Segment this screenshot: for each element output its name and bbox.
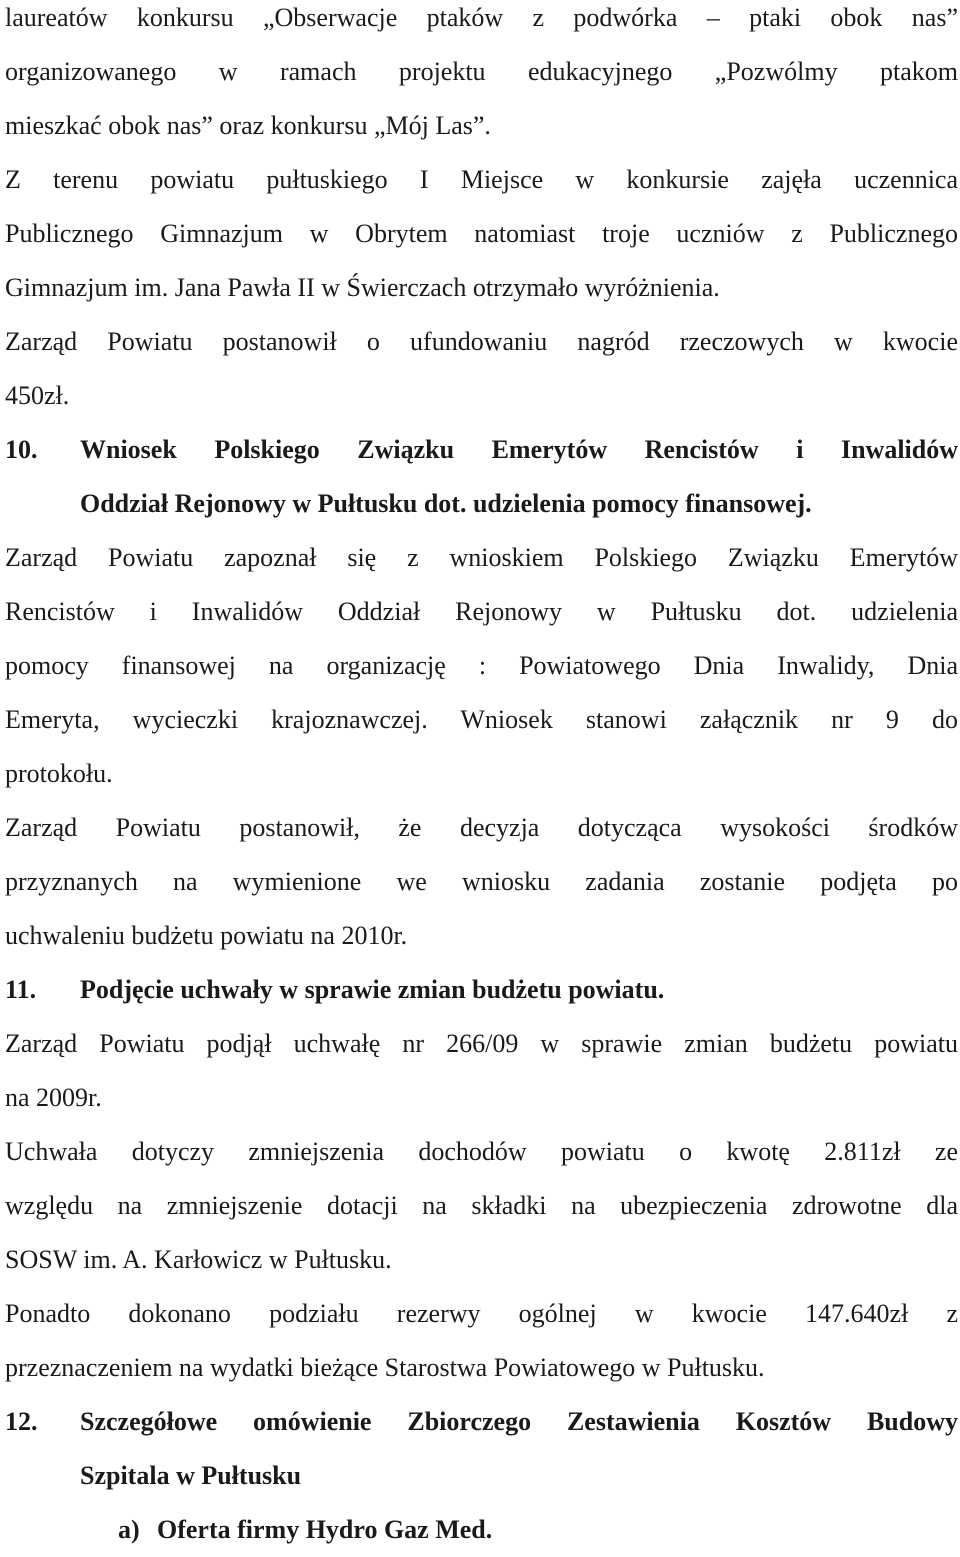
text-line: względu na zmniejszenie dotacji na składki na ubezpieczenia zdrowotne dla — [5, 1191, 958, 1220]
text-line: Zarząd Powiatu postanowił, że decyzja dotycząca wysokości środków — [5, 813, 958, 842]
sub-item-heading: Oferta firmy Hydro Gaz Med. — [157, 1515, 493, 1544]
text-line: przyznanych na wymienione we wniosku zadania zostanie podjęta po — [5, 867, 958, 896]
heading-text: Szczegółowe omówienie Zbiorczego Zestawienia Kosztów Budowy — [80, 1407, 958, 1436]
heading-text: Wniosek Polskiego Związku Emerytów Rencistów i Inwalidów — [80, 435, 958, 464]
text-line: Z terenu powiatu pułtuskiego I Miejsce w konkursie zajęła uczennica — [5, 165, 958, 194]
text-line: Zarząd Powiatu podjął uchwałę nr 266/09 w sprawie zmian budżetu powiatu — [5, 1029, 958, 1058]
item-10-heading — [5, 423, 958, 477]
text-line: laureatów konkursu „Obserwacje ptaków z podwórka – ptaki obok nas” — [5, 3, 958, 32]
heading-text: Szpitala w Pułtusku — [80, 1461, 302, 1490]
sub-item-label: a) — [118, 1515, 140, 1544]
text-line: organizowanego w ramach projektu edukacyjnego „Pozwólmy ptakom — [5, 57, 958, 86]
text-line: mieszkać obok nas” oraz konkursu „Mój Las”. — [5, 111, 491, 140]
item-12-heading — [5, 1395, 958, 1449]
item-11-heading — [5, 963, 958, 1017]
item-10-heading-cont — [5, 477, 958, 531]
text-line: Gimnazjum im. Jana Pawła II w Świerczach otrzymało wyróżnienia. — [5, 273, 720, 302]
text-line: uchwaleniu budżetu powiatu na 2010r. — [5, 921, 408, 950]
item-number: 12. — [5, 1407, 38, 1436]
text-line: Rencistów i Inwalidów Oddział Rejonowy w Pułtusku dot. udzielenia — [5, 597, 958, 626]
sub-item-a — [5, 1503, 958, 1557]
item-number: 11. — [5, 975, 37, 1004]
text-line: Ponadto dokonano podziału rezerwy ogólnej w kwocie 147.640zł z — [5, 1299, 958, 1328]
text-line: SOSW im. A. Karłowicz w Pułtusku. — [5, 1245, 392, 1274]
text-line: na 2009r. — [5, 1083, 102, 1112]
text-line: Uchwała dotyczy zmniejszenia dochodów powiatu o kwotę 2.811zł ze — [5, 1137, 958, 1166]
document-page — [5, 0, 958, 1557]
text-line: Zarząd Powiatu postanowił o ufundowaniu nagród rzeczowych w kwocie — [5, 327, 958, 356]
text-line: protokołu. — [5, 759, 113, 788]
heading-text: Podjęcie uchwały w sprawie zmian budżetu powiatu. — [80, 975, 665, 1004]
item-12-heading-cont — [5, 1449, 958, 1503]
text-line: Emeryta, wycieczki krajoznawczej. Wniosek stanowi załącznik nr 9 do — [5, 705, 958, 734]
text-line: przeznaczeniem na wydatki bieżące Starostwa Powiatowego w Pułtusku. — [5, 1353, 765, 1382]
heading-text: Oddział Rejonowy w Pułtusku dot. udzielenia pomocy finansowej. — [80, 489, 812, 518]
item-number: 10. — [5, 435, 38, 464]
text-line: Publicznego Gimnazjum w Obrytem natomiast troje uczniów z Publicznego — [5, 219, 958, 248]
text-line: pomocy finansowej na organizację : Powiatowego Dnia Inwalidy, Dnia — [5, 651, 958, 680]
text-line: 450zł. — [5, 381, 70, 410]
text-line: Zarząd Powiatu zapoznał się z wnioskiem Polskiego Związku Emerytów — [5, 543, 958, 572]
